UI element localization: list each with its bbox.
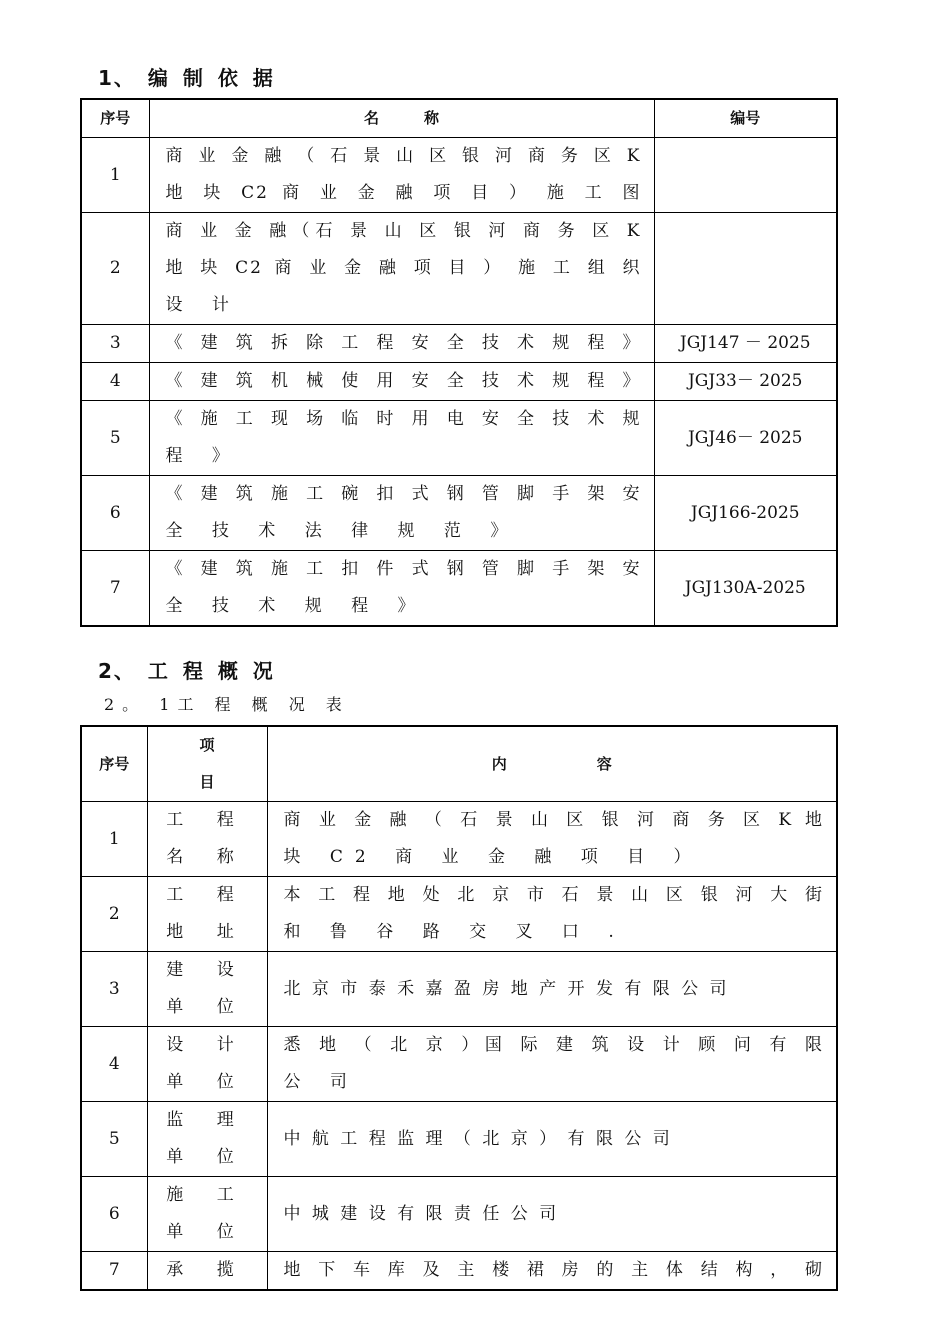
- table-row: [81, 1027, 837, 1102]
- row-code: JGJ130A-2025: [654, 551, 837, 627]
- row-content-line: 悉 地 （ 北 京 ）国 际 建 筑 设 计 顾 问 有 限: [283, 1035, 824, 1055]
- table-row: [81, 401, 837, 476]
- row-code: JGJ46－ 2025: [654, 401, 837, 476]
- row-name-line: 全 技 术 法 律 规 范 》: [165, 521, 520, 541]
- row-name: [149, 213, 654, 325]
- row-name-line: 《 建 筑 施 工 碗 扣 式 钢 管 脚 手 架 安: [165, 484, 642, 504]
- row-content: [267, 1027, 837, 1102]
- row-content-line: 和 鲁 谷 路 交 叉 口 .: [283, 922, 626, 942]
- table-row: [81, 476, 837, 551]
- table-row: [81, 325, 837, 363]
- row-content: [267, 1102, 837, 1177]
- row-content-line: 地 下 车 库 及 主 楼 裙 房 的 主 体 结 构 ， 砌: [283, 1260, 824, 1280]
- row-content-line: 中 航 工 程 监 理 （ 北 京 ） 有 限 公 司: [283, 1128, 673, 1149]
- row-number: 7: [81, 551, 149, 627]
- row-item: [147, 1027, 267, 1102]
- row-item-line: 单 位: [166, 1222, 248, 1242]
- header-no: 序号: [81, 99, 149, 138]
- row-item-line: 单 位: [166, 1072, 248, 1092]
- row-item: [147, 802, 267, 877]
- row-number: 5: [81, 1102, 147, 1177]
- table-row: [81, 802, 837, 877]
- header-item: [147, 726, 267, 802]
- row-name-line: 《 建 筑 施 工 扣 件 式 钢 管 脚 手 架 安: [165, 559, 642, 579]
- basis-table-header: [81, 99, 837, 138]
- row-name-line: 《 建 筑 机 械 使 用 安 全 技 术 规 程 》: [165, 371, 642, 391]
- row-item-line: 施 工: [166, 1185, 248, 1205]
- row-name: [149, 476, 654, 551]
- row-item-line: 建 设: [166, 960, 248, 980]
- table-row: [81, 877, 837, 952]
- row-code: [654, 138, 837, 213]
- row-item: [147, 877, 267, 952]
- row-content-line: 商 业 金 融 （ 石 景 山 区 银 河 商 务 区 K 地: [283, 810, 824, 830]
- header-content: 内 容: [267, 726, 837, 802]
- row-name-line: 《 施 工 现 场 临 时 用 电 安 全 技 术 规: [165, 409, 642, 429]
- row-content: [267, 1177, 837, 1252]
- overview-table-header: [81, 726, 837, 802]
- row-item-line: 地 址: [166, 922, 248, 942]
- row-content-line: 北 京 市 泰 禾 嘉 盈 房 地 产 开 发 有 限 公 司: [283, 978, 730, 999]
- table-row: [81, 213, 837, 325]
- row-content: [267, 877, 837, 952]
- section1-heading-text: 编 制 依 据: [147, 66, 277, 90]
- row-item-line: 单 位: [166, 997, 248, 1017]
- header-no: 序号: [81, 726, 147, 802]
- row-item-line: 工 程: [166, 885, 248, 905]
- row-name: [149, 138, 654, 213]
- row-name-line: 程 》: [165, 446, 241, 466]
- row-name-line: 商 业 金 融（石 景 山 区 银 河 商 务 区 K: [165, 221, 642, 241]
- section1-heading-number: 1、: [98, 66, 136, 90]
- row-content: [267, 1252, 837, 1291]
- row-name-line: 商 业 金 融 （ 石 景 山 区 银 河 商 务 区 K: [165, 146, 642, 166]
- row-item: [147, 1252, 267, 1291]
- table-row: [81, 551, 837, 627]
- section1-heading: [98, 62, 277, 91]
- row-item: [147, 1102, 267, 1177]
- row-number: 6: [81, 476, 149, 551]
- row-code: JGJ33－ 2025: [654, 363, 837, 401]
- row-number: 3: [81, 325, 149, 363]
- section2-subtitle: 2。 1工 程 概 况 表: [104, 695, 350, 714]
- row-name-line: 全 技 术 规 程 》: [165, 596, 427, 616]
- row-name-line: 地 块 C2 商 业 金 融 项 目 ） 施 工 组 织: [165, 258, 642, 278]
- row-number: 1: [81, 138, 149, 213]
- row-number: 1: [81, 802, 147, 877]
- row-number: 4: [81, 363, 149, 401]
- basis-table: [80, 98, 838, 627]
- row-item-line: 监 理: [166, 1110, 248, 1130]
- section2-heading: [98, 655, 277, 684]
- row-name: [149, 551, 654, 627]
- row-content: [267, 952, 837, 1027]
- row-item-line: 设 计: [166, 1035, 248, 1055]
- header-item-line1: 项: [199, 736, 215, 754]
- row-number: 6: [81, 1177, 147, 1252]
- table-row: [81, 1252, 837, 1291]
- row-item: [147, 952, 267, 1027]
- row-number: 2: [81, 213, 149, 325]
- row-item: [147, 1177, 267, 1252]
- overview-table: [80, 725, 838, 1291]
- table-row: [81, 1102, 837, 1177]
- header-code: 编号: [654, 99, 837, 138]
- section2-heading-text: 工 程 概 况: [147, 659, 277, 683]
- row-name-line: 地 块 C2 商 业 金 融 项 目 ） 施 工 图: [165, 183, 642, 203]
- table-row: [81, 363, 837, 401]
- row-name: [149, 401, 654, 476]
- row-number: 5: [81, 401, 149, 476]
- row-item-line: 单 位: [166, 1147, 248, 1167]
- row-name: [149, 325, 654, 363]
- table-row: [81, 952, 837, 1027]
- row-code: [654, 213, 837, 325]
- table-row: [81, 1177, 837, 1252]
- row-content-line: 块 C2 商 业 金 融 项 目 ）: [283, 847, 703, 867]
- section2-heading-number: 2、: [98, 659, 136, 683]
- row-number: 3: [81, 952, 147, 1027]
- header-item-line2: 目: [199, 773, 215, 791]
- row-name: [149, 363, 654, 401]
- row-item-line: 承 揽: [166, 1260, 248, 1280]
- row-number: 7: [81, 1252, 147, 1291]
- row-content-line: 本 工 程 地 处 北 京 市 石 景 山 区 银 河 大 街: [283, 885, 824, 905]
- row-item-line: 名 称: [166, 847, 248, 867]
- row-name-line: 《 建 筑 拆 除 工 程 安 全 技 术 规 程 》: [165, 333, 642, 353]
- row-number: 2: [81, 877, 147, 952]
- row-item-line: 工 程: [166, 810, 248, 830]
- row-content: [267, 802, 837, 877]
- row-content-line: 公 司: [283, 1072, 359, 1092]
- row-code: JGJ166-2025: [654, 476, 837, 551]
- row-number: 4: [81, 1027, 147, 1102]
- row-content-line: 中 城 建 设 有 限 责 任 公 司: [283, 1203, 560, 1224]
- row-code: JGJ147 － 2025: [654, 325, 837, 363]
- row-name-line: 设 计: [165, 295, 241, 315]
- table-row: [81, 138, 837, 213]
- header-name: 名 称: [149, 99, 654, 138]
